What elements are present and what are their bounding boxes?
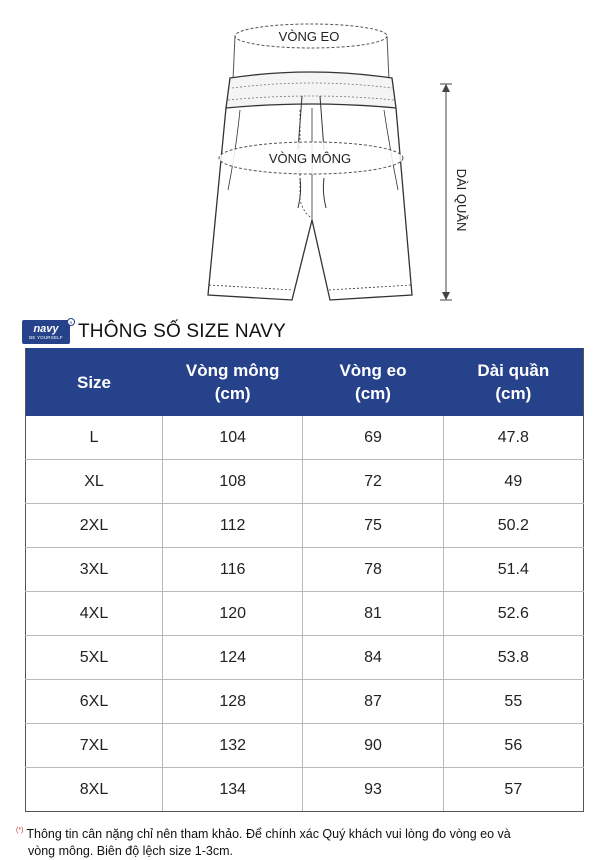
cell-hip: 124: [163, 636, 303, 680]
cell-hip: 134: [163, 768, 303, 812]
footnote: [16, 822, 586, 860]
cell-size: L: [26, 416, 163, 460]
cell-waist: 75: [303, 504, 443, 548]
waist-label: VÒNG EO: [278, 29, 340, 44]
cell-waist: 69: [303, 416, 443, 460]
registered-icon: R: [67, 318, 75, 326]
table-row: [26, 592, 584, 636]
table-row: [26, 680, 584, 724]
cell-length: 52.6: [443, 592, 583, 636]
cell-size: 6XL: [26, 680, 163, 724]
cell-waist: 84: [303, 636, 443, 680]
header-length: [443, 349, 583, 416]
cell-hip: 128: [163, 680, 303, 724]
table-row: [26, 460, 584, 504]
header-label: Size: [76, 372, 112, 392]
logo-main-text: navy: [33, 322, 59, 335]
navy-logo: [22, 319, 73, 344]
cell-waist: 81: [303, 592, 443, 636]
cell-length: 50.2: [443, 504, 583, 548]
length-measure: [440, 84, 452, 300]
shorts-diagram: [0, 0, 600, 315]
table-row: [26, 416, 584, 460]
cell-length: 47.8: [443, 416, 583, 460]
cell-hip: 108: [163, 460, 303, 504]
table-header-row: [26, 349, 584, 416]
title-row: [22, 318, 286, 346]
table-row: [26, 548, 584, 592]
table-row: [26, 724, 584, 768]
header-size: [26, 349, 163, 416]
header-hip: [163, 349, 303, 416]
header-waist: [303, 349, 443, 416]
footnote-marker: (*): [16, 827, 24, 834]
cell-waist: 78: [303, 548, 443, 592]
header-unit: (cm): [495, 384, 532, 403]
header-label: Dài quần: [477, 361, 550, 380]
page-title: THÔNG SỐ SIZE NAVY: [78, 321, 287, 342]
logo-sub-text: BE YOURSELF: [29, 334, 63, 340]
cell-hip: 120: [163, 592, 303, 636]
cell-length: 57: [443, 768, 583, 812]
cell-hip: 112: [163, 504, 303, 548]
shorts-outline: [208, 72, 412, 300]
cell-size: 5XL: [26, 636, 163, 680]
length-label: DÀI QUẦN: [454, 168, 469, 232]
cell-size: 4XL: [26, 592, 163, 636]
cell-length: 49: [443, 460, 583, 504]
cell-size: 3XL: [26, 548, 163, 592]
cell-length: 53.8: [443, 636, 583, 680]
cell-hip: 104: [163, 416, 303, 460]
table-row: [26, 636, 584, 680]
header-unit: (cm): [355, 384, 391, 403]
cell-waist: 72: [303, 460, 443, 504]
cell-size: 7XL: [26, 724, 163, 768]
cell-hip: 132: [163, 724, 303, 768]
cell-waist: 90: [303, 724, 443, 768]
hip-label: VÒNG MÔNG: [268, 151, 352, 166]
table-row: [26, 504, 584, 548]
header-label: Vòng eo: [339, 361, 407, 380]
cell-size: 8XL: [26, 768, 163, 812]
size-table: [25, 348, 584, 812]
header-label: Vòng mông: [185, 361, 280, 380]
cell-length: 51.4: [443, 548, 583, 592]
footnote-line-2: vòng mông. Biên độ lệch size 1-3cm.: [28, 844, 233, 858]
cell-size: 2XL: [26, 504, 163, 548]
footnote-line-1: Thông tin cân nặng chỉ nên tham khảo. Để chính xác Quý khách vui lòng đo vòng eo và: [26, 827, 511, 841]
table-row: [26, 768, 584, 812]
cell-hip: 116: [163, 548, 303, 592]
header-unit: (cm): [214, 384, 251, 403]
cell-length: 55: [443, 680, 583, 724]
cell-waist: 93: [303, 768, 443, 812]
cell-waist: 87: [303, 680, 443, 724]
cell-length: 56: [443, 724, 583, 768]
cell-size: XL: [26, 460, 163, 504]
